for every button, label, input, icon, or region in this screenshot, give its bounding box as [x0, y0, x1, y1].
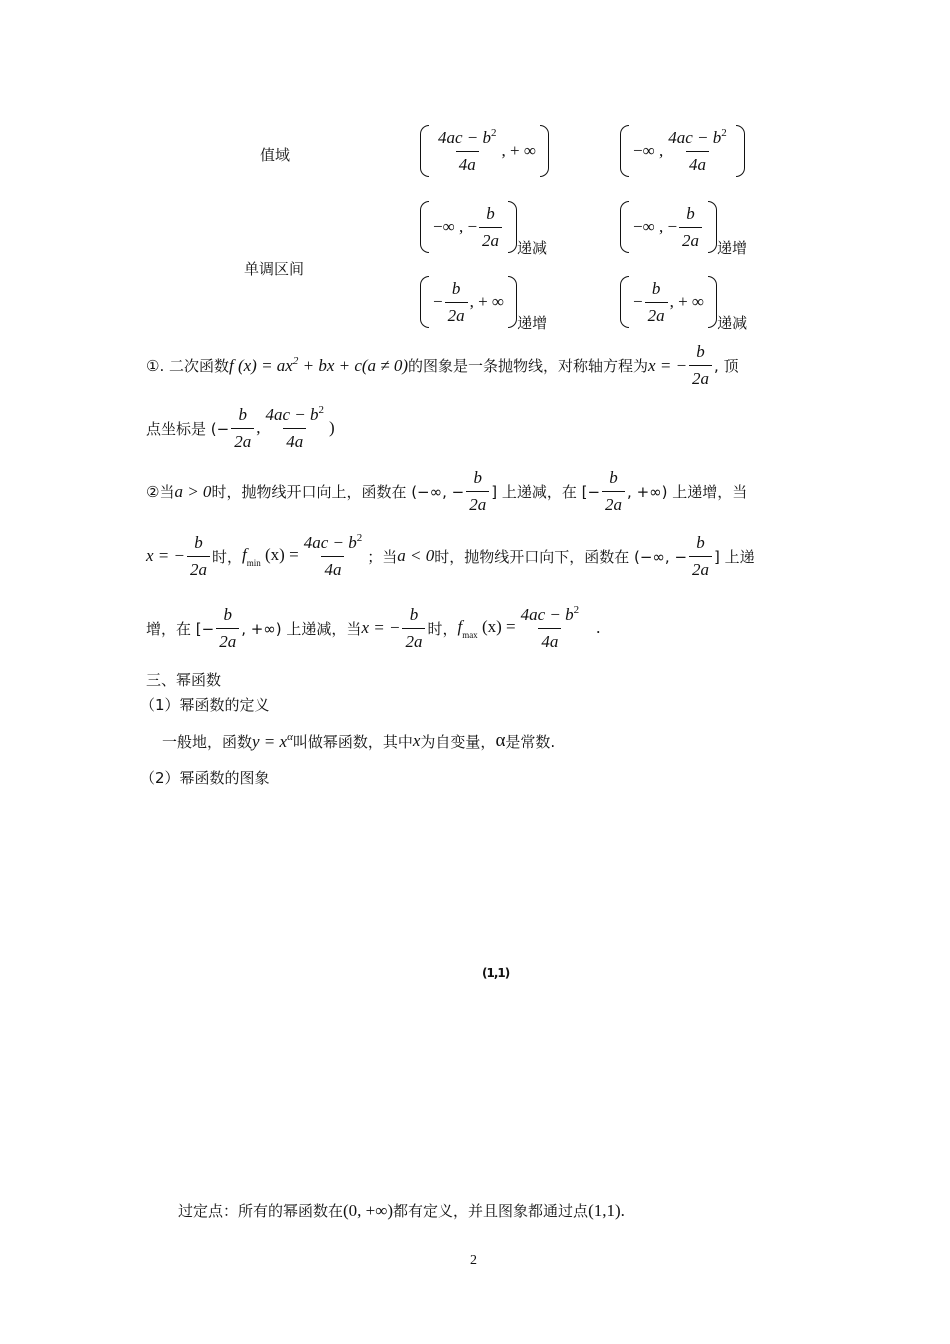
paragraph-2-line-2: x = − $\frac{b}{2a}$ 时， $f_{min}$ (x) = $\frac{4ac - b^2}{4a}$ ；当 a < 0 时，抛物线开口向下，函数在 (−∞, − $\frac{b}{2a}$ ] 上递	[146, 532, 755, 579]
paragraph-2-line-3: 增，在 [− $\frac{b}{2a}$ , +∞) 上递减，当 x = − $\frac{b}{2a}$ 时， $f_{max}$ (x) = $\frac{4ac - b^2}{4a}$ .	[146, 604, 601, 651]
range-interval-up: $\frac{4ac - b^2}{4a}$ , + ∞	[420, 124, 549, 182]
paragraph-1-line-1: ①. 二次函数 f $(x) = ax^2$ + bx + c(a ≠ 0) 的图象是一条抛物线，对称轴方程为 x = − $\frac{b}{2a}$ , 顶	[146, 342, 739, 388]
subsection-definition: （1）幂函数的定义	[140, 696, 270, 714]
mono-down-left: −∞ , − $\frac{b}{2a}$ 递增	[620, 200, 747, 258]
range-interval-down: −∞ , $\frac{4ac - b^2}{4a}$	[620, 124, 745, 182]
graph-point-label: (1,1)	[482, 966, 510, 980]
definition-line: 一般地，函数 $y = x^\alpha$ 叫做幂函数，其中 x 为自变量， α 是常数.	[162, 730, 556, 751]
mono-up-left: −∞ , − $\frac{b}{2a}$ 递减	[420, 200, 547, 258]
paragraph-1-line-2: 点坐标是 (− $\frac{b}{2a}$ , $\frac{4ac - b^2}{4a}$ )	[146, 404, 335, 451]
monotonic-label: 单调区间	[244, 260, 305, 278]
paragraph-2-line-1: ②当 a > 0 时，抛物线开口向上，函数在 (−∞, − $\frac{b}{2a}$ ] 上递减，在 [− $\frac{b}{2a}$ , +∞) 上递增，当	[146, 468, 748, 514]
mono-up-right: − $\frac{b}{2a}$ , + ∞ 递增	[420, 275, 547, 333]
mono-down-right: − $\frac{b}{2a}$ , + ∞ 递减	[620, 275, 747, 333]
section-title: 三、幂函数	[146, 671, 222, 689]
subsection-graph: （2）幂函数的图象	[140, 769, 270, 787]
page-number: 2	[470, 1253, 477, 1268]
range-label: 值域	[260, 146, 291, 164]
fixed-point-line: 过定点：所有的幂函数在 (0, +∞) 都有定义，并且图象都通过点 (1,1) .	[178, 1200, 625, 1220]
